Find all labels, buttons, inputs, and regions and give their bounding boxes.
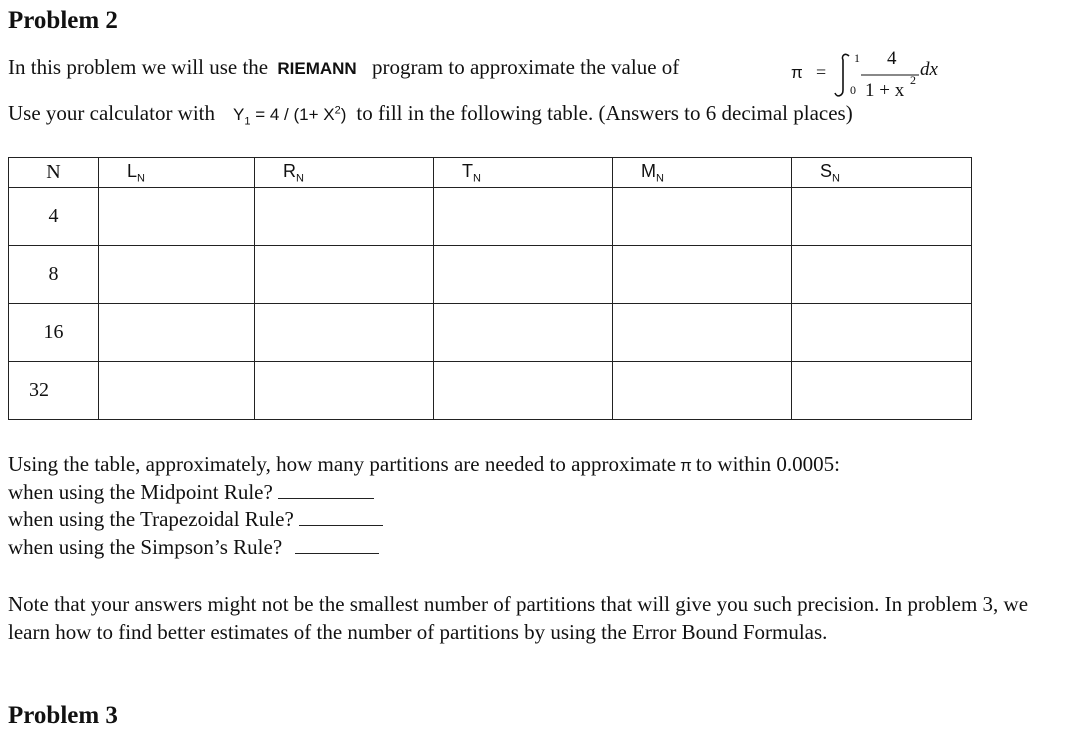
answer-cell-l[interactable]	[99, 188, 255, 246]
n-value-cell: 4	[9, 188, 99, 246]
header-midpoint	[613, 158, 792, 188]
table-row	[9, 362, 972, 420]
header-trapezoid	[434, 158, 613, 188]
answer-cell-r[interactable]	[255, 304, 434, 362]
header-m-label: M	[641, 160, 656, 181]
note-paragraph: Note that your answers might not be the smallest number of partitions that will give you such precision. In problem 3, we learn how to find better estimates of the number of partitions by using the Error Bound Formulas.	[8, 592, 1029, 644]
answer-cell-r[interactable]	[255, 246, 434, 304]
problem-2-title: Problem 2	[8, 7, 118, 34]
calc-text-before: Use your calculator with	[8, 101, 216, 125]
calc-y: Y	[233, 105, 245, 124]
simpson-answer-blank[interactable]	[295, 535, 379, 554]
header-t-sub: N	[473, 172, 481, 185]
header-simpson	[792, 158, 972, 188]
midpoint-question	[8, 480, 374, 505]
answer-cell-s[interactable]	[792, 362, 972, 420]
midpoint-label: when using the Midpoint Rule?	[8, 480, 273, 504]
answer-cell-t[interactable]	[434, 362, 613, 420]
header-t-label: T	[462, 160, 473, 181]
formula-equals: =	[816, 62, 827, 82]
answer-cell-l[interactable]	[99, 304, 255, 362]
header-s-label: S	[820, 160, 833, 181]
answer-cell-s[interactable]	[792, 188, 972, 246]
answer-cell-t[interactable]	[434, 246, 613, 304]
table-row	[9, 246, 972, 304]
riemann-table	[8, 157, 972, 420]
answer-cell-r[interactable]	[255, 362, 434, 420]
intro-text-before: In this problem we will use the	[8, 55, 269, 79]
answer-cell-t[interactable]	[434, 188, 613, 246]
problem-3-title: Problem 3	[8, 702, 118, 729]
n-value-cell: 8	[9, 246, 99, 304]
answer-cell-m[interactable]	[613, 304, 792, 362]
calc-function	[233, 104, 347, 128]
calc-exponent: 2	[334, 104, 341, 117]
integral-sign-icon	[835, 54, 849, 95]
n-value-cell: 32	[9, 362, 99, 420]
trapezoidal-label: when using the Trapezoidal Rule?	[8, 507, 294, 531]
header-n	[9, 158, 99, 188]
simpson-question	[8, 535, 379, 560]
answer-cell-l[interactable]	[99, 246, 255, 304]
calc-text-after: to fill in the following table. (Answers to 6 decimal places)	[356, 101, 853, 125]
header-r-sub: N	[296, 172, 304, 185]
calc-y-subscript: 1	[244, 115, 251, 128]
header-s-sub: N	[832, 172, 840, 185]
simpson-label: when using the Simpson’s Rule?	[8, 535, 283, 559]
formula-pi: π	[791, 63, 803, 82]
answer-cell-m[interactable]	[613, 188, 792, 246]
lower-limit: 0	[850, 83, 856, 97]
calc-close-paren: )	[340, 105, 347, 124]
question-text-after: to within 0.0005:	[695, 452, 840, 476]
header-l-sub: N	[137, 172, 145, 185]
header-r-label: R	[283, 160, 296, 181]
question-text-before: Using the table, approximately, how many partitions are needed to approximate	[8, 452, 677, 476]
question-pi: π	[680, 456, 692, 475]
header-m-sub: N	[656, 172, 664, 185]
upper-limit: 1	[854, 51, 860, 65]
pi-integral-formula	[787, 42, 957, 102]
table-row	[9, 304, 972, 362]
answer-cell-s[interactable]	[792, 304, 972, 362]
answer-cell-m[interactable]	[613, 362, 792, 420]
intro-text-after: program to approximate the value of	[371, 55, 680, 79]
trapezoidal-answer-blank[interactable]	[299, 507, 383, 526]
table-header-row	[9, 158, 972, 188]
midpoint-answer-blank[interactable]	[278, 480, 374, 499]
answer-cell-m[interactable]	[613, 246, 792, 304]
numerator: 4	[887, 48, 897, 69]
table-row	[9, 188, 972, 246]
trapezoidal-question	[8, 507, 383, 532]
answer-cell-s[interactable]	[792, 246, 972, 304]
denominator-exponent: 2	[910, 73, 916, 87]
partitions-question	[8, 452, 840, 477]
answer-cell-t[interactable]	[434, 304, 613, 362]
differential-dx: dx	[920, 59, 938, 80]
answer-cell-r[interactable]	[255, 188, 434, 246]
denominator: 1 + x	[865, 80, 905, 101]
header-left-sum	[99, 158, 255, 188]
intro-line	[8, 55, 679, 80]
program-name: RIEMANN	[277, 59, 357, 78]
answer-cell-l[interactable]	[99, 362, 255, 420]
calc-expression: = 4 / (1+ X	[250, 105, 335, 124]
header-n-label: N	[46, 161, 61, 183]
calculator-instruction	[8, 101, 853, 127]
header-right-sum	[255, 158, 434, 188]
header-l-label: L	[127, 160, 138, 181]
n-value-cell: 16	[9, 304, 99, 362]
